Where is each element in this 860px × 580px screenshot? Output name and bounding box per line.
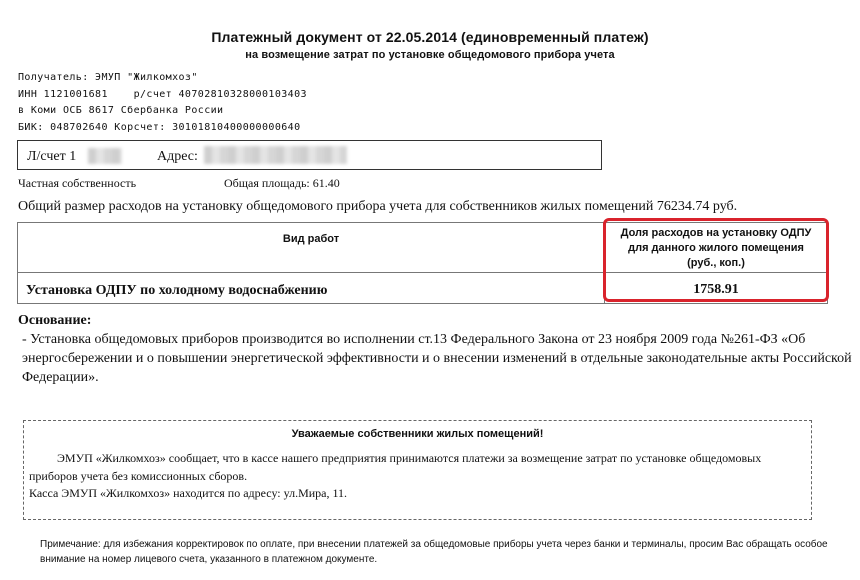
footnote: Примечание: для избежания корректировок по оплате, при внесении платежей за общедомовые приборы учета через банки и терминалы, просим Вас обращать особое внимание на номер лицевого счета, указанного в платежном документе.	[40, 539, 828, 565]
redacted-account-number	[88, 148, 122, 164]
account-box	[17, 140, 602, 170]
recipient-line-4: БИК: 048702640 Корсчет: 30101810400000000640	[18, 122, 301, 133]
basis-text: - Установка общедомовых приборов производится во исполнении ст.13 Федерального Закона от 23 ноября 2009 года №261-ФЗ «Об энергосбережении и о повышении энергетической эффективности и о внесении изменений в отдельные законодательные акты Российской Федерации».	[22, 332, 852, 385]
notice-box	[23, 420, 812, 520]
total-area: Общая площадь: 61.40	[224, 176, 340, 190]
document-title: Платежный документ от 22.05.2014 (единовременный платеж)	[211, 29, 649, 45]
cost-share-header-line-1: Доля расходов на установку ОДПУ	[620, 227, 812, 239]
ownership-type: Частная собственность	[18, 176, 137, 190]
cost-share-header-line-3: (руб., коп.)	[687, 257, 745, 269]
recipient-line-1: Получатель: ЭМУП "Жилкомхоз"	[18, 72, 198, 83]
account-label: Л/счет 1	[27, 149, 77, 164]
document-subtitle: на возмещение затрат по установке общедомового прибора учета	[245, 49, 615, 61]
work-type-header: Вид работ	[282, 233, 340, 245]
cost-share-header-line-2: для данного жилого помещения	[628, 242, 804, 254]
notice-paragraph-2: Касса ЭМУП «Жилкомхоз» находится по адресу: ул.Мира, 11.	[29, 486, 348, 500]
amount-highlight-frame	[603, 218, 829, 302]
basis-title: Основание:	[18, 313, 92, 328]
notice-paragraph-1: ЭМУП «Жилкомхоз» сообщает, что в кассе нашего предприятия принимаются платежи за возмещение затрат по установке общедомовых приборов учета без комиссионных сборов.	[29, 451, 762, 483]
redacted-address	[204, 146, 347, 164]
recipient-line-2: ИНН 1121001681 р/счет 40702810328000103403	[18, 89, 307, 100]
total-costs: Общий размер расходов на установку общедомового прибора учета для собственников жилых помещений 76234.74 руб.	[18, 199, 738, 214]
cost-share-amount: 1758.91	[693, 282, 739, 297]
recipient-line-3: в Коми ОСБ 8617 Сбербанка России	[18, 105, 224, 116]
work-type-cell: Установка ОДПУ по холодному водоснабжению	[26, 283, 328, 298]
address-label: Адрес:	[157, 149, 198, 164]
notice-title: Уважаемые собственники жилых помещений!	[291, 428, 544, 440]
